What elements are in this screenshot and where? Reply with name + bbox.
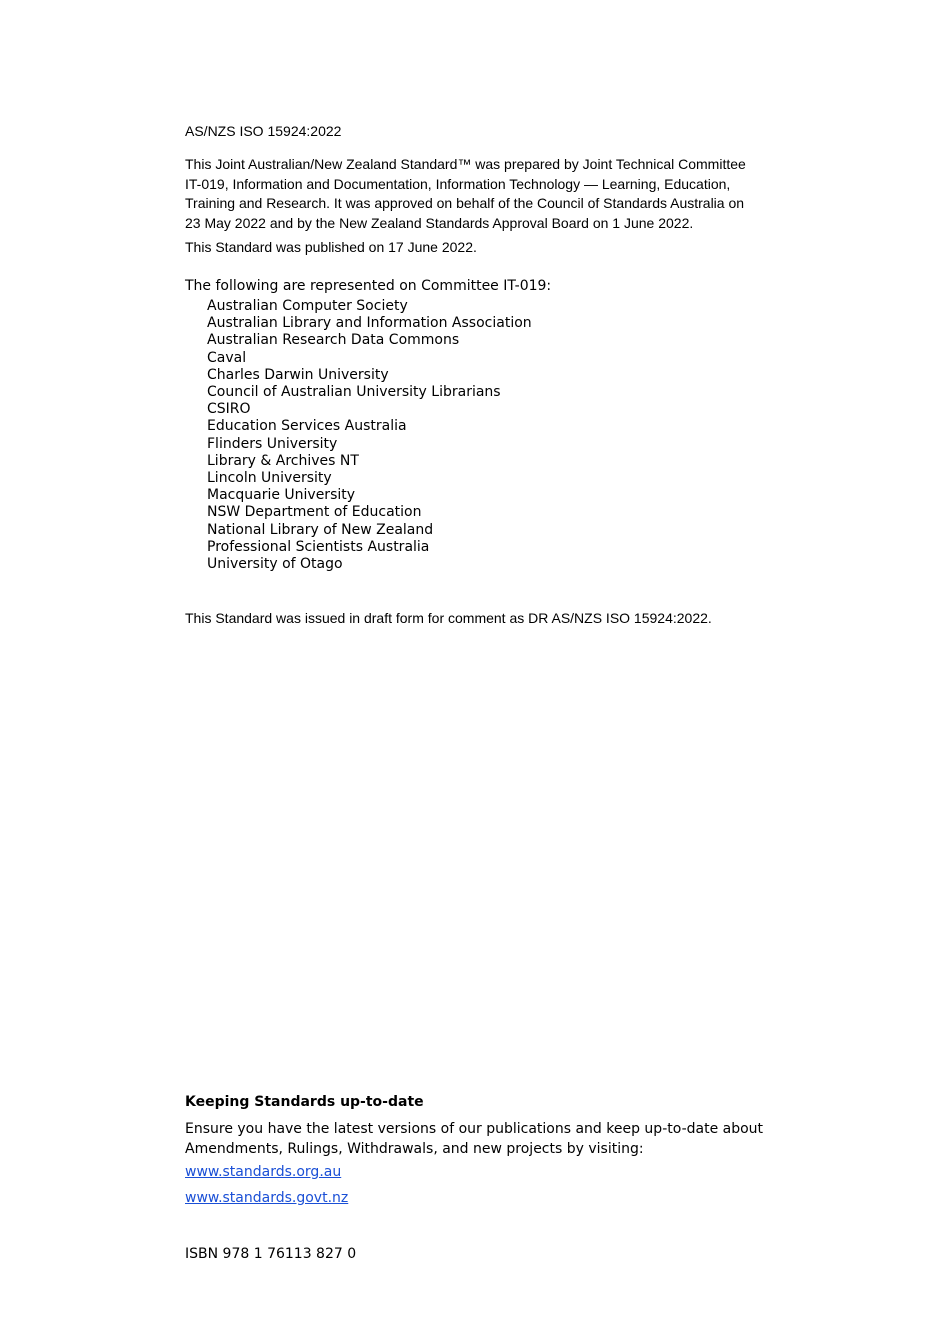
- committee-member: Flinders University: [207, 435, 338, 452]
- committee-member-list: [207, 298, 532, 573]
- committee-member: Professional Scientists Australia: [207, 538, 430, 555]
- committee-member: National Library of New Zealand: [207, 521, 434, 538]
- committee-member: Caval: [207, 349, 247, 366]
- committee-member: Council of Australian University Librarians: [207, 384, 501, 401]
- committee-member: Library & Archives NT: [207, 452, 359, 469]
- keeping-up-to-date-heading: Keeping Standards up-to-date: [185, 1094, 424, 1110]
- committee-member: University of Otago: [207, 556, 343, 573]
- committee-member: Australian Computer Society: [207, 298, 408, 314]
- preparation-statement-line: This Joint Australian/New Zealand Standard™ was prepared by Joint Technical Committee: [185, 156, 746, 172]
- committee-member: Lincoln University: [207, 470, 332, 487]
- committee-member: Education Services Australia: [207, 418, 407, 435]
- preparation-statement-line: IT-019, Information and Documentation, Information Technology — Learning, Education,: [185, 175, 731, 192]
- committee-member: NSW Department of Education: [207, 504, 422, 521]
- keeping-up-to-date-body: [185, 1119, 763, 1159]
- committee-member: CSIRO: [207, 401, 251, 418]
- committee-heading: The following are represented on Committee IT-019:: [185, 278, 552, 294]
- committee-member: Charles Darwin University: [207, 366, 389, 383]
- standards-new-zealand-link[interactable]: www.standards.govt.nz: [185, 1190, 349, 1206]
- standards-australia-link[interactable]: www.standards.org.au: [185, 1164, 342, 1180]
- committee-member: Australian Research Data Commons: [207, 332, 460, 349]
- preparation-statement-line: Training and Research. It was approved on behalf of the Council of Standards Australia on: [185, 195, 745, 211]
- standard-designation: AS/NZS ISO 15924:2022: [185, 123, 342, 139]
- committee-member: Australian Library and Information Association: [207, 315, 532, 332]
- preparation-statement: [185, 155, 775, 233]
- preparation-statement-line: 23 May 2022 and by the New Zealand Standards Approval Board on 1 June 2022.: [185, 214, 694, 231]
- isbn-number: ISBN 978 1 76113 827 0: [185, 1246, 357, 1262]
- keeping-up-to-date-line: Ensure you have the latest versions of our publications and keep up-to-date about: [185, 1121, 764, 1137]
- committee-member: Macquarie University: [207, 487, 356, 504]
- publication-date-statement: This Standard was published on 17 June 2022.: [185, 239, 477, 255]
- keeping-up-to-date-line: Amendments, Rulings, Withdrawals, and new projects by visiting:: [185, 1141, 644, 1157]
- draft-comment-note: This Standard was issued in draft form for comment as DR AS/NZS ISO 15924:2022.: [185, 610, 712, 626]
